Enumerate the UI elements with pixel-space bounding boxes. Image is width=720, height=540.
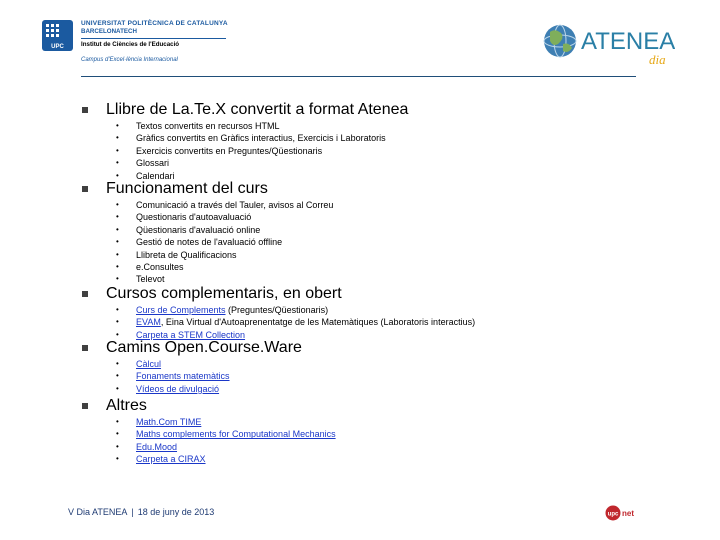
footer-event: V Dia ATENEA <box>68 507 128 517</box>
item-text: Questionaris d'autoavaluació <box>136 212 252 223</box>
item-text: Llibreta de Qualificacions <box>136 249 237 260</box>
list-item-content <box>136 211 251 223</box>
section-heading: Llibre de La.Te.X convertit a format Atenea <box>106 101 409 118</box>
item-text: Qüestionaris d'avaluació online <box>136 224 261 235</box>
item-text: , Eina Virtual d'Autoaprenentatge de les Matemàtiques (Laboratoris interactius) <box>160 317 476 328</box>
item-link[interactable]: Maths complements for Computational Mechanics <box>136 429 336 440</box>
atenea-logo-text: ATENEA <box>581 28 675 55</box>
square-bullet-icon <box>82 186 88 192</box>
square-bullet-icon <box>82 291 88 297</box>
item-text: Gestió de notes de l'avaluació offline <box>136 237 283 248</box>
bullet-icon: • <box>116 359 119 368</box>
bullet-icon: • <box>116 158 119 168</box>
item-text: Gràfics convertits en Gràfics interactius, Exercicis i Laboratoris <box>136 133 386 144</box>
bullet-icon: • <box>116 224 119 234</box>
item-link[interactable]: EVAM <box>136 317 161 328</box>
footer-separator: | <box>131 507 134 517</box>
university-name: UNIVERSITAT POLITÈCNICA DE CATALUNYA <box>81 20 228 27</box>
bullet-icon: • <box>116 274 119 284</box>
item-link[interactable]: Math.Com TIME <box>136 417 202 427</box>
list-item-content <box>136 236 282 248</box>
bullet-icon: • <box>116 262 119 271</box>
item-text: (Preguntes/Qüestionaris) <box>225 305 329 315</box>
bullet-icon: • <box>116 417 119 426</box>
bullet-icon: • <box>116 441 119 451</box>
square-bullet-icon <box>82 107 88 113</box>
bullet-icon: • <box>116 249 119 259</box>
bullet-icon: • <box>116 133 119 143</box>
upc-logo-text: UPC <box>51 44 64 50</box>
list-item-content <box>136 157 169 169</box>
square-bullet-icon <box>82 345 88 351</box>
bullet-icon: • <box>116 329 119 339</box>
university-subtitle: BARCELONATECH <box>81 28 137 35</box>
section-heading: Cursos complementaris, en obert <box>106 285 342 302</box>
upcnet-logo-text-a: upc <box>607 511 619 518</box>
list-item-content <box>136 199 333 211</box>
list-item-content <box>136 120 280 132</box>
list-item-content <box>136 441 177 453</box>
institute-name: Institut de Ciències de l'Educació <box>81 41 180 48</box>
bullet-icon: • <box>116 170 119 180</box>
list-item-content <box>136 132 386 144</box>
item-link[interactable]: Vídeos de divulgació <box>136 383 220 394</box>
bullet-icon: • <box>116 429 119 439</box>
list-item-content <box>136 416 201 428</box>
section-heading: Funcionament del curs <box>106 180 268 197</box>
item-text: Exercicis convertits en Preguntes/Qüestionaris <box>136 145 323 156</box>
item-link[interactable]: Carpeta a STEM Collection <box>136 329 246 340</box>
list-item-content <box>136 304 328 316</box>
list-item-content <box>136 453 206 465</box>
item-link[interactable]: Edu.Mood <box>136 441 178 452</box>
section-heading: Camins Open.Course.Ware <box>106 339 302 356</box>
list-item-content <box>136 358 161 370</box>
list-item-content <box>136 261 184 273</box>
item-text: Calendari <box>136 170 175 181</box>
campus-tagline: Campus d'Excel·lència Internacional <box>81 57 178 63</box>
footer-date: 18 de juny de 2013 <box>137 507 215 517</box>
bullet-icon: • <box>116 454 119 464</box>
item-link[interactable]: Fonaments matemàtics <box>136 371 230 382</box>
list-item-content <box>136 370 230 382</box>
bullet-icon: • <box>116 212 119 222</box>
bullet-icon: • <box>116 237 119 247</box>
list-item-content <box>136 249 237 261</box>
bullet-icon: • <box>116 145 119 155</box>
section-heading: Altres <box>106 397 147 414</box>
item-link[interactable]: Càlcul <box>136 359 162 369</box>
list-item-content <box>136 224 260 236</box>
bullet-icon: • <box>116 371 119 381</box>
list-item-content <box>136 428 336 440</box>
item-link[interactable]: Curs de Complements <box>136 305 226 315</box>
item-text: e.Consultes <box>136 262 184 272</box>
square-bullet-icon <box>82 403 88 409</box>
bullet-icon: • <box>116 200 119 209</box>
upcnet-logo-text-b: net <box>622 509 634 518</box>
item-text: Televot <box>136 274 165 285</box>
item-text: Comunicació a través del Tauler, avisos al Correu <box>136 200 334 210</box>
atenea-logo-subtext: dia <box>649 52 666 67</box>
item-text: Glossari <box>136 158 170 169</box>
list-item-content <box>136 145 322 157</box>
bullet-icon: • <box>116 383 119 393</box>
item-link[interactable]: Carpeta a CIRAX <box>136 454 206 465</box>
item-text: Textos convertits en recursos HTML <box>136 121 280 131</box>
upcnet-logo <box>605 505 641 521</box>
bullet-icon: • <box>116 305 119 314</box>
bullet-icon: • <box>116 317 119 327</box>
footer <box>68 507 214 517</box>
bullet-icon: • <box>116 121 119 130</box>
list-item-content <box>136 383 219 395</box>
list-item-content <box>136 316 475 328</box>
